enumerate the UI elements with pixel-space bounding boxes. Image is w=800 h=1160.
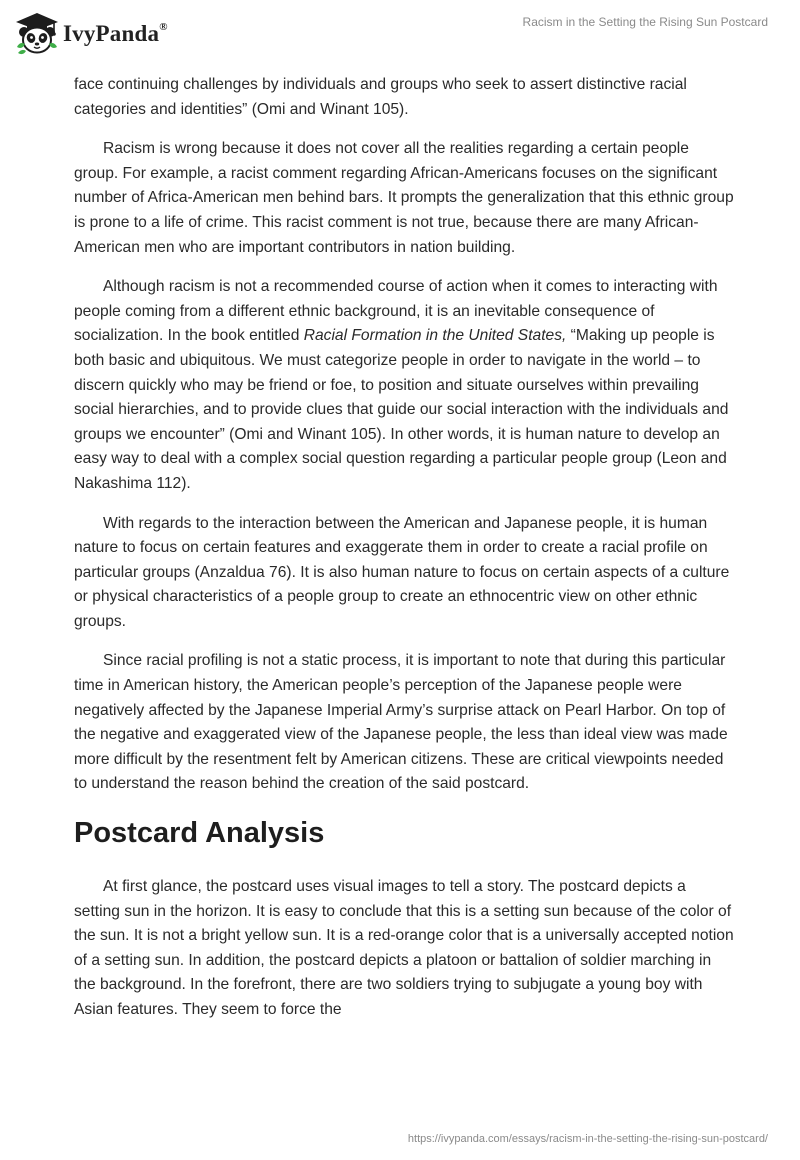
paragraph-racial-profiling: Since racial profiling is not a static process, it is important to note that during this particular time in American history, the American people’s perception of the Japanese people were negatively affected by the Japanese Imperial Army’s surprise attack on Pearl Harbor. On top of the negative and exaggerated view of the Japanese people, the less than ideal view was made more difficult by the resentment felt by American citizens. These are critical viewpoints needed to understand the reason behind the creation of the said postcard.: [74, 652, 728, 793]
document-title: Racism in the Setting the Rising Sun Postcard: [522, 15, 768, 29]
brand-logo[interactable]: [14, 11, 168, 57]
paragraph-text: Although racism is not a recommended course of action when it comes to interacting with people coming from a different ethnic background, it is an inevitable consequence of socialization. In the book entitled: [74, 278, 718, 345]
source-url[interactable]: https://ivypanda.com/essays/racism-in-the-setting-the-rising-sun-postcard/: [407, 1133, 768, 1145]
paragraph-continued-quote: face continuing challenges by individuals and groups who seek to assert distinctive racial categories and identities” (Omi and Winant 105).: [74, 76, 687, 118]
paragraph-postcard-analysis: At first glance, the postcard uses visual images to tell a story. The postcard depicts a setting sun in the horizon. It is easy to conclude that this is a setting sun because of the color of the sun. It is not a bright yellow sun. It is a red-orange color that is a universally accepted notion of a setting sun. In addition, the postcard depicts a platoon or battalion of soldier marching in the background. In the forefront, there are two soldiers trying to subjugate a young boy with Asian features. They seem to force the: [74, 878, 734, 1018]
book-title: Racial Formation in the United States,: [303, 327, 567, 345]
paragraph-text: “Making up people is both basic and ubiquitous. We must categorize people in order to navigate in the world – to discern quickly who may be friend or foe, to position and situate ourselves within prevailing social hierarchies, and to provide clues that guide our social interaction with the individuals and groups we encounter” (Omi and Winant 105). In other words, it is human nature to develop an easy way to deal with a complex social question regarding a particular people group (Leon and Nakashima 112).: [74, 327, 729, 492]
paragraph-american-japanese: With regards to the interaction between the American and Japanese people, it is human nature to focus on certain features and exaggerate them in order to create a racial profile on particular groups (Anzaldua 76). It is also human nature to focus on certain aspects of a culture or physical characteristics of a people group to create an ethnocentric view on other ethnic groups.: [74, 514, 730, 630]
paragraph-socialization: [74, 275, 734, 496]
essay-body: [74, 73, 734, 1038]
paragraph-racism-wrong: Racism is wrong because it does not cover all the realities regarding a certain people group. For example, a racist comment regarding African-Americans focuses on the significant number of Africa-American men behind bars. It prompts the generalization that this ethnic group is prone to a life of crime. This racist comment is not true, because there are many African-American men who are important contributors in nation building.: [74, 140, 734, 256]
page-header: [0, 0, 800, 70]
panda-graduation-icon: [14, 11, 60, 57]
brand-name: IvyPanda®: [63, 21, 168, 46]
registered-mark: ®: [159, 21, 168, 34]
section-heading: Postcard Analysis: [74, 817, 325, 850]
